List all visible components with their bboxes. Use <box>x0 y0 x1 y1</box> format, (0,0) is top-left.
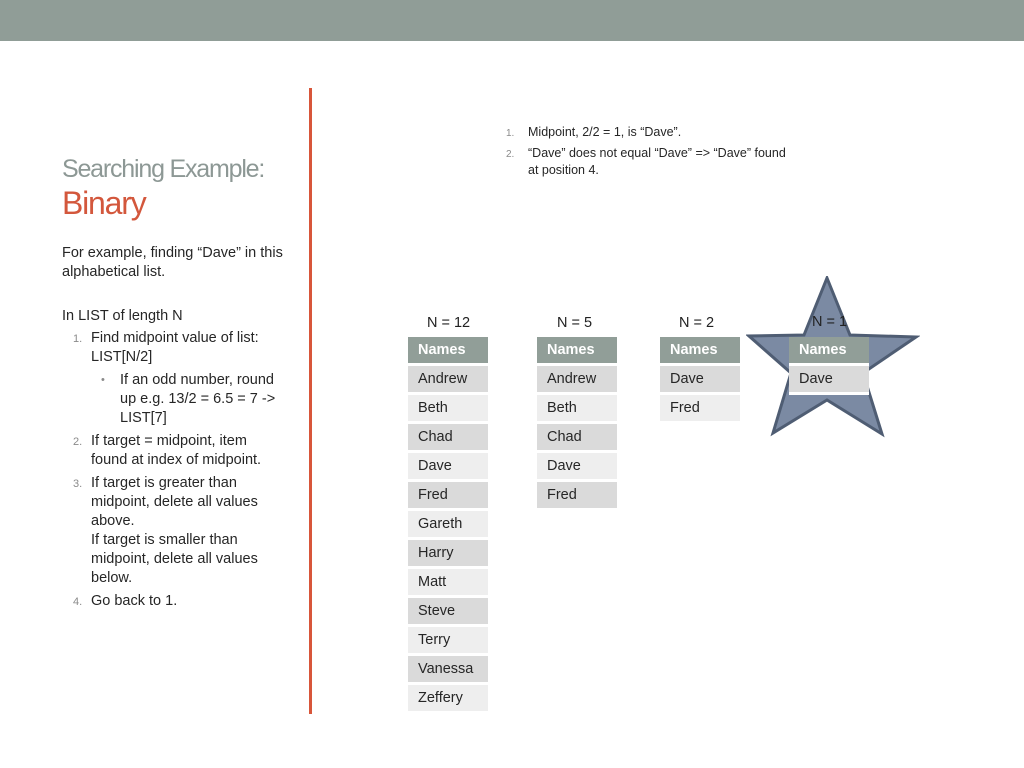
table-header-names: Names <box>660 337 740 366</box>
table-row <box>408 685 488 714</box>
table-cell-name: Dave <box>537 453 617 482</box>
table-row <box>408 482 488 511</box>
table-cell-name: Andrew <box>408 366 488 395</box>
table-row <box>660 395 740 424</box>
step-item <box>62 432 287 470</box>
title-line-1: Searching Example: <box>62 155 265 183</box>
step-text-secondary: If target is smaller than midpoint, delete all values below. <box>91 532 258 586</box>
table-cell-name: Harry <box>408 540 488 569</box>
table-row <box>537 424 617 453</box>
top-bar <box>0 0 1024 41</box>
title-line-2: Binary <box>62 185 146 221</box>
step-number: 1. <box>73 333 83 345</box>
step-number: 2. <box>73 436 83 448</box>
step-text: If target is greater than midpoint, delete all values above. <box>91 475 258 529</box>
table-cell-name: Terry <box>408 627 488 656</box>
n-label-5: N = 5 <box>557 315 593 331</box>
table-cell-name: Matt <box>408 569 488 598</box>
n-label-1: N = 1 <box>812 314 848 330</box>
note-number: 2. <box>506 149 515 160</box>
note-item <box>506 145 796 179</box>
table-row <box>537 366 617 395</box>
intro-text: For example, finding “Dave” in this alphabetical list. <box>62 245 283 280</box>
table-cell-name: Steve <box>408 598 488 627</box>
table-cell-name: Chad <box>537 424 617 453</box>
table-cell-name: Dave <box>789 366 869 395</box>
step-item <box>62 474 287 588</box>
table-row <box>408 366 488 395</box>
note-number: 1. <box>506 128 515 139</box>
slide-title <box>62 154 264 222</box>
names-table-n12 <box>408 337 488 714</box>
n-label-12: N = 12 <box>427 315 471 331</box>
table-cell-name: Zeffery <box>408 685 488 714</box>
table-row <box>408 453 488 482</box>
table-cell-name: Fred <box>660 395 740 424</box>
table-row <box>408 598 488 627</box>
table-row <box>408 511 488 540</box>
table-row <box>537 482 617 511</box>
table-header-names: Names <box>408 337 488 366</box>
table-row <box>408 395 488 424</box>
list-heading: In LIST of length N <box>62 308 183 324</box>
steps-list <box>62 329 287 611</box>
table-row <box>408 424 488 453</box>
table-header-names: Names <box>789 337 869 366</box>
names-table-n2 <box>660 337 740 424</box>
vertical-divider <box>309 88 312 714</box>
step-text: Go back to 1. <box>91 593 178 609</box>
table-cell-name: Gareth <box>408 511 488 540</box>
step-number: 3. <box>73 478 83 490</box>
table-row <box>537 453 617 482</box>
step-text: Find midpoint value of list: LIST[N/2] <box>91 330 259 365</box>
left-body-text <box>62 244 287 615</box>
names-table-n1 <box>789 337 869 395</box>
note-item <box>506 124 796 141</box>
table-cell-name: Chad <box>408 424 488 453</box>
table-cell-name: Fred <box>537 482 617 511</box>
right-notes <box>506 124 796 183</box>
table-row <box>789 366 869 395</box>
sub-bullet-item <box>91 371 287 428</box>
table-cell-name: Andrew <box>537 366 617 395</box>
table-cell-name: Dave <box>408 453 488 482</box>
sub-bullets <box>91 371 287 428</box>
table-row <box>408 656 488 685</box>
table-cell-name: Beth <box>408 395 488 424</box>
n-label-2: N = 2 <box>679 315 715 331</box>
table-header-names: Names <box>537 337 617 366</box>
note-text: “Dave” does not equal “Dave” => “Dave” found at position 4. <box>528 146 786 177</box>
table-row <box>408 627 488 656</box>
table-cell-name: Fred <box>408 482 488 511</box>
table-row <box>660 366 740 395</box>
table-row <box>408 569 488 598</box>
table-cell-name: Beth <box>537 395 617 424</box>
step-text: If target = midpoint, item found at index of midpoint. <box>91 433 262 468</box>
sub-bullet-text: If an odd number, round up e.g. 13/2 = 6.5 = 7 -> LIST[7] <box>120 372 276 426</box>
table-cell-name: Vanessa <box>408 656 488 685</box>
note-text: Midpoint, 2/2 = 1, is “Dave”. <box>528 125 682 139</box>
step-number: 4. <box>73 596 83 608</box>
table-cell-name: Dave <box>660 366 740 395</box>
table-row <box>537 395 617 424</box>
names-table-n5 <box>537 337 617 511</box>
step-item <box>62 592 287 611</box>
notes-list <box>506 124 796 179</box>
table-row <box>408 540 488 569</box>
bullet-icon: • <box>101 374 105 386</box>
step-item <box>62 329 287 428</box>
